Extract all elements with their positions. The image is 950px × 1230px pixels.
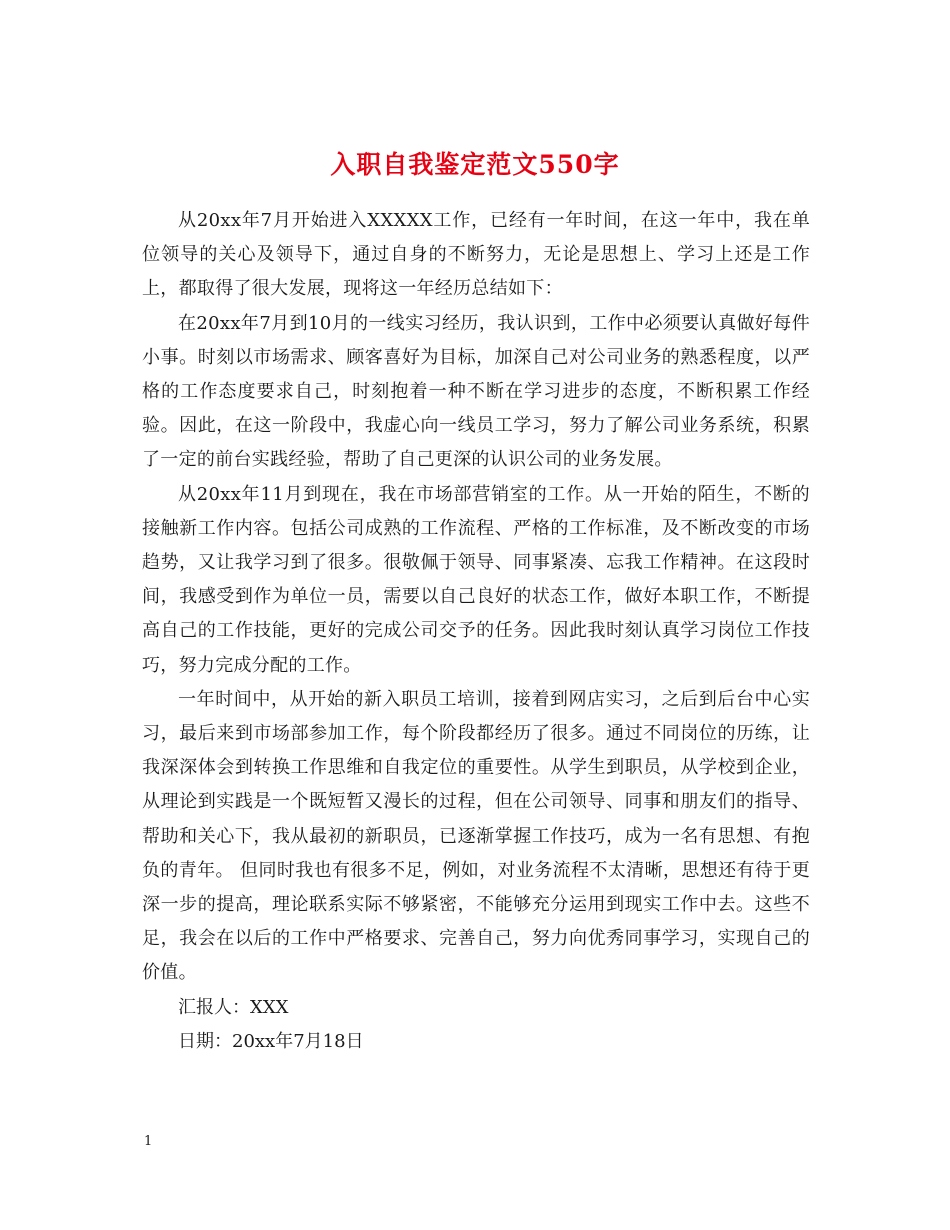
paragraph-2: 在20xx年7月到10月的一线实习经历，我认识到，工作中必须要认真做好每件小事。时刻以市场需求、顾客喜好为目标，加深自己对公司业务的熟悉程度，以严格的工作态度要求自己，时刻抱着一种不断在学习进步的态度，不断积累工作经验。因此，在这一阶段中，我虚心向一线员工学习，努力了解公司业务系统，积累了一定的前台实践经验，帮助了自己更深的认识公司的业务发展。: [142, 312, 810, 471]
reporter-line: 汇报人：XXX: [178, 996, 289, 1018]
document-body: [142, 204, 810, 1059]
document-title: 入职自我鉴定范文550字: [330, 149, 620, 179]
paragraph-1: 从20xx年7月开始进入XXXXX工作，已经有一年时间，在这一年中，我在单位领导的关心及领导下，通过自身的不断努力，无论是思想上、学习上还是工作上，都取得了很大发展，现将这一年经历总结如下：: [142, 210, 810, 300]
paragraph-4: 一年时间中，从开始的新入职员工培训，接着到网店实习，之后到后台中心实习，最后来到市场部参加工作，每个阶段都经历了很多。通过不同岗位的历练，让我深深体会到转换工作思维和自我定位的重要性。从学生到职员，从学校到企业，从理论到实践是一个既短暂又漫长的过程，但在公司领导、同事和朋友们的指导、帮助和关心下，我从最初的新职员，已逐渐掌握工作技巧，成为一名有思想、有抱负的青年。 但同时我也有很多不足，例如，对业务流程不太清晰，思想还有待于更深一步的提高，理论联系实际不够紧密，不能够充分运用到现实工作中去。这些不足，我会在以后的工作中严格要求、完善自己，努力向优秀同事学习，实现自己的价值。: [142, 688, 810, 984]
paragraph-3: 从20xx年11月到现在，我在市场部营销室的工作。从一开始的陌生，不断的接触新工作内容。包括公司成熟的工作流程、严格的工作标准，及不断改变的市场趋势，又让我学习到了很多。很敬佩于领导、同事紧凑、忘我工作精神。在这段时间，我感受到作为单位一员，需要以自己良好的状态工作，做好本职工作，不断提高自己的工作技能，更好的完成公司交予的任务。因此我时刻认真学习岗位工作技巧，努力完成分配的工作。: [142, 483, 810, 676]
page-number: 1: [144, 1134, 153, 1149]
date-line: 日期：20xx年7月18日: [178, 1030, 364, 1052]
